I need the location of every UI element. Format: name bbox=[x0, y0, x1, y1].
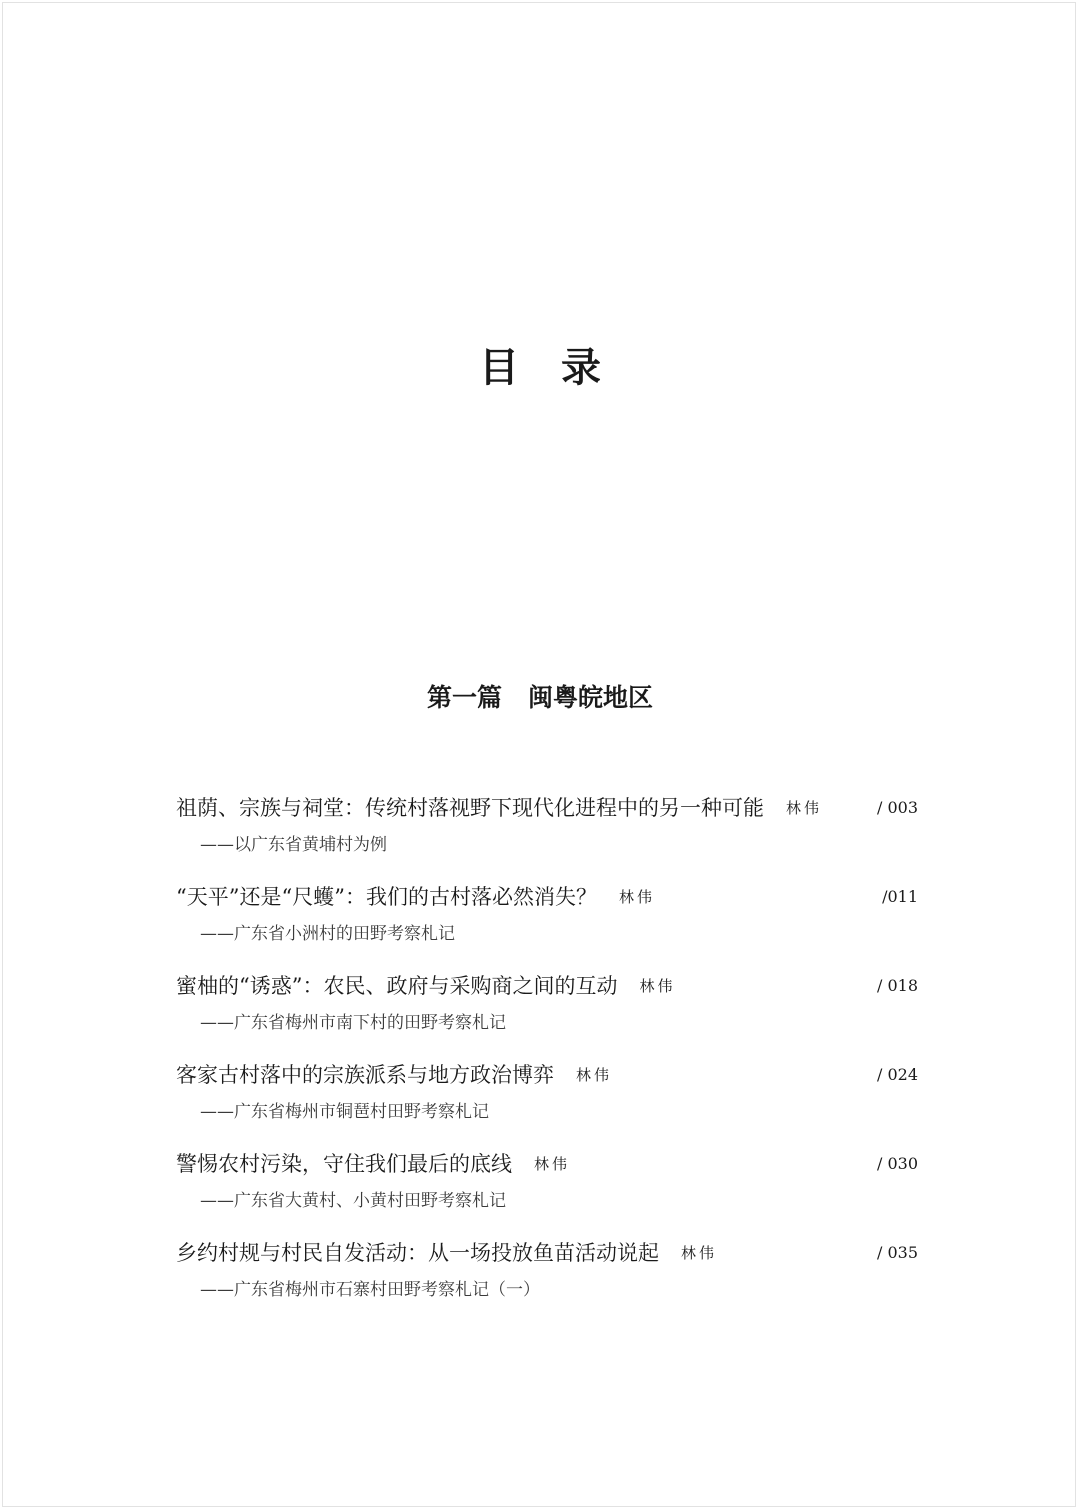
toc-entry[interactable] bbox=[176, 1236, 918, 1316]
toc-entry[interactable] bbox=[176, 880, 918, 960]
entry-subtitle: ——广东省大黄村、小黄村田野考察札记 bbox=[200, 1191, 506, 1211]
entry-subtitle: ——广东省小洲村的田野考察札记 bbox=[200, 924, 455, 944]
entry-author: 林伟 bbox=[618, 888, 655, 906]
entry-author: 林伟 bbox=[639, 977, 676, 995]
section-label: 第一篇 bbox=[426, 683, 502, 712]
entry-subtitle: ——广东省梅州市铜琶村田野考察札记 bbox=[200, 1102, 489, 1122]
entry-page-number[interactable]: / 003 bbox=[876, 798, 918, 817]
entry-subtitle: ——以广东省黄埔村为例 bbox=[200, 835, 387, 855]
entry-title[interactable]: “天平”还是“尺蠖”：我们的古村落必然消失？ bbox=[176, 885, 597, 909]
entry-title[interactable]: 警惕农村污染，守住我们最后的底线 bbox=[176, 1152, 512, 1176]
entry-page-number[interactable]: / 030 bbox=[876, 1154, 918, 1173]
entry-title[interactable]: 乡约村规与村民自发活动：从一场投放鱼苗活动说起 bbox=[176, 1241, 659, 1265]
toc-entry[interactable] bbox=[176, 969, 918, 1049]
section-name: 闽粤皖地区 bbox=[528, 683, 654, 712]
entry-page-number[interactable]: / 024 bbox=[876, 1065, 918, 1084]
entry-title[interactable]: 祖荫、宗族与祠堂：传统村落视野下现代化进程中的另一种可能 bbox=[176, 796, 764, 820]
entry-author: 林伟 bbox=[534, 1155, 571, 1173]
entry-title[interactable]: 蜜柚的“诱惑”：农民、政府与采购商之间的互动 bbox=[176, 974, 618, 998]
toc-entry[interactable] bbox=[176, 1147, 918, 1227]
toc-entry[interactable] bbox=[176, 1058, 918, 1138]
entry-title[interactable]: 客家古村落中的宗族派系与地方政治博弈 bbox=[176, 1063, 554, 1087]
entry-author: 林伟 bbox=[576, 1066, 613, 1084]
section-heading bbox=[0, 678, 1080, 718]
entry-author: 林伟 bbox=[681, 1244, 718, 1262]
entry-subtitle: ——广东省梅州市石寨村田野考察札记（一） bbox=[200, 1280, 540, 1300]
entry-page-number[interactable]: / 018 bbox=[876, 976, 918, 995]
toc-entry[interactable] bbox=[176, 791, 918, 871]
entry-page-number[interactable]: / 035 bbox=[876, 1243, 918, 1262]
entry-author: 林伟 bbox=[786, 799, 823, 817]
entry-subtitle: ——广东省梅州市南下村的田野考察札记 bbox=[200, 1013, 506, 1033]
page-title: 目录 bbox=[479, 344, 643, 391]
entry-page-number[interactable]: /011 bbox=[882, 887, 918, 906]
